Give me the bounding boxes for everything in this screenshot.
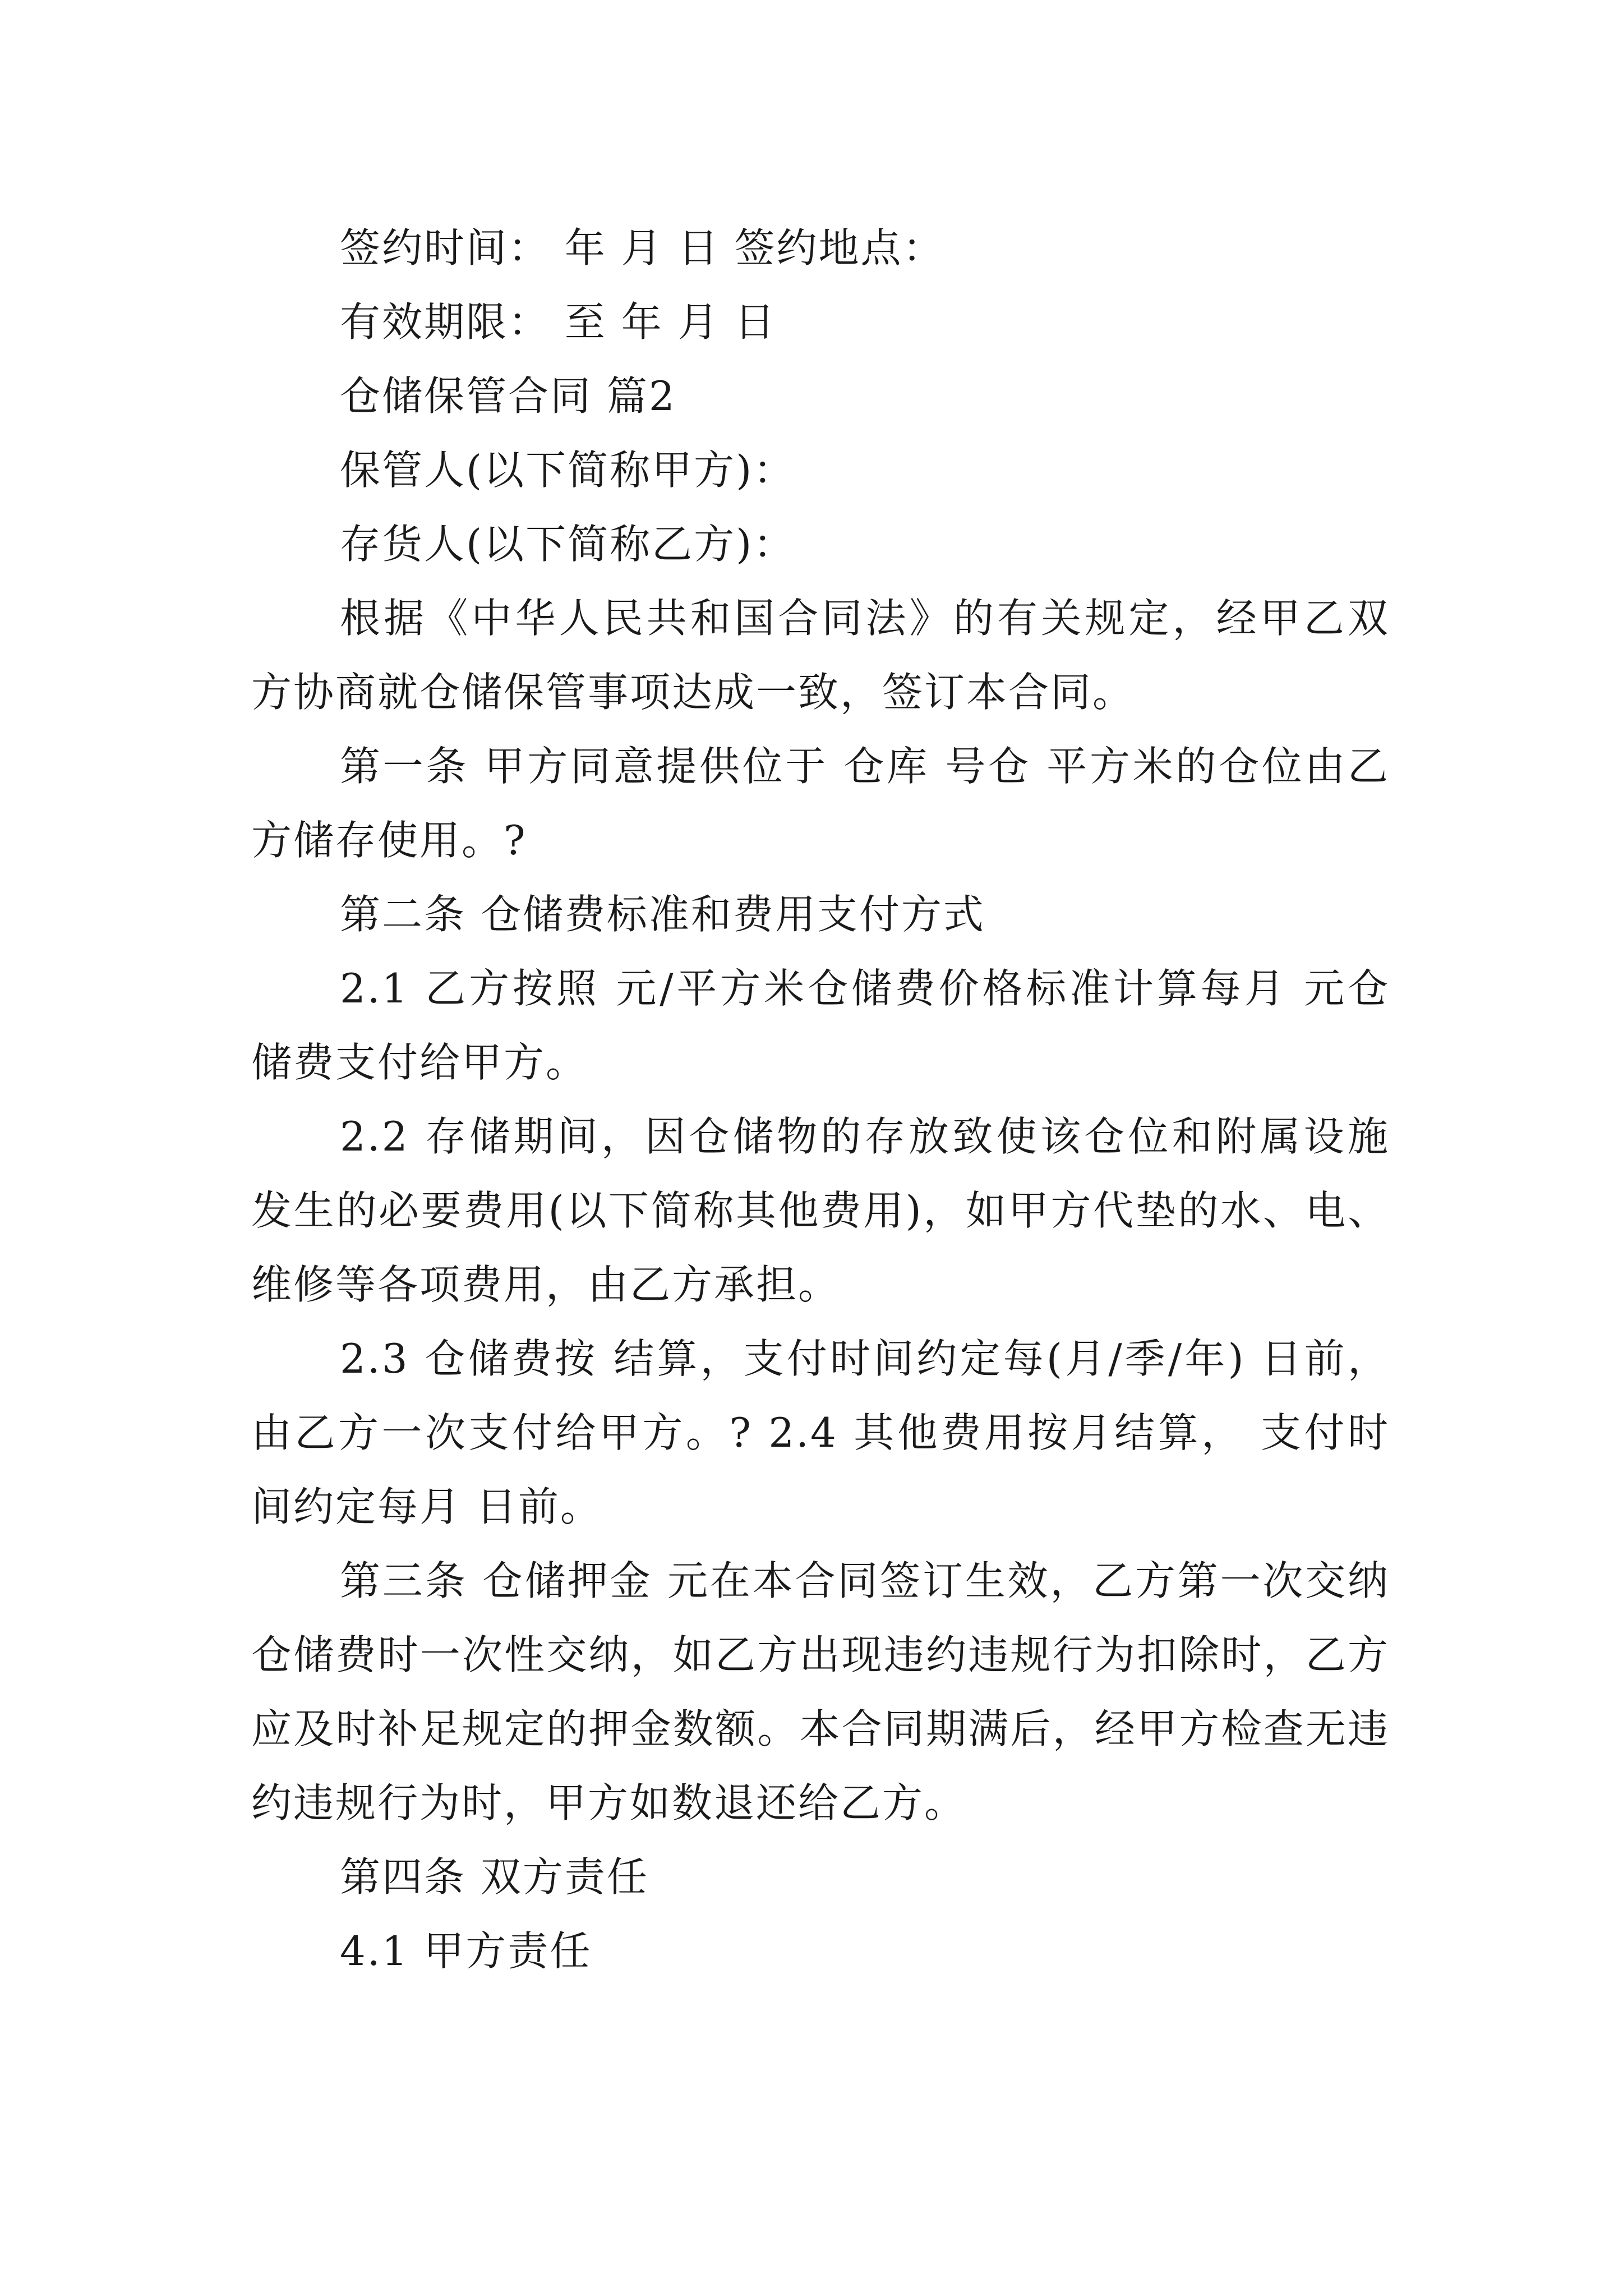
article-3-paragraph: 第三条 仓储押金 元在本合同签订生效，乙方第一次交纳仓储费时一次性交纳，如乙方出现违约违规行为扣除时，乙方应及时补足规定的押金数额。本合同期满后，经甲方检查无违约违规行为时，甲方如数退还给乙方。 [251,1557,1390,1826]
article-4-heading: 第四条 双方责任 [340,1853,649,1901]
preamble-paragraph: 根据《中华人民共和国合同法》的有关规定，经甲乙双方协商就仓储保管事项达成一致，签订本合同。 [251,595,1390,716]
document-body [251,211,1390,1988]
article-2-heading: 第二条 仓储费标准和费用支付方式 [340,891,985,938]
depositor-line: 存货人(以下简称乙方)： [340,521,796,568]
custodian-line: 保管人(以下简称甲方)： [340,447,796,494]
signing-time-line: 签约时间： 年 月 日 签约地点： [340,224,945,272]
clause-2-2-paragraph: 2.2 存储期间，因仓储物的存放致使该仓位和附属设施发生的必要费用(以下简称其他费用)，如甲方代垫的水、电、维修等各项费用，由乙方承担。 [251,1113,1390,1308]
section-title: 仓储保管合同 篇2 [340,372,676,420]
article-1-paragraph: 第一条 甲方同意提供位于 仓库 号仓 平方米的仓位由乙方储存使用。? [251,743,1390,864]
clause-2-3-paragraph: 2.3 仓储费按 结算，支付时间约定每(月/季/年) 日前，由乙方一次支付给甲方。? 2.4 其他费用按月结算， 支付时间约定每月 日前。 [251,1335,1390,1530]
clause-4-1-heading: 4.1 甲方责任 [340,1927,592,1975]
clause-2-1-paragraph: 2.1 乙方按照 元/平方米仓储费价格标准计算每月 元仓储费支付给甲方。 [251,965,1390,1086]
validity-period-line: 有效期限： 至 年 月 日 [340,298,777,346]
